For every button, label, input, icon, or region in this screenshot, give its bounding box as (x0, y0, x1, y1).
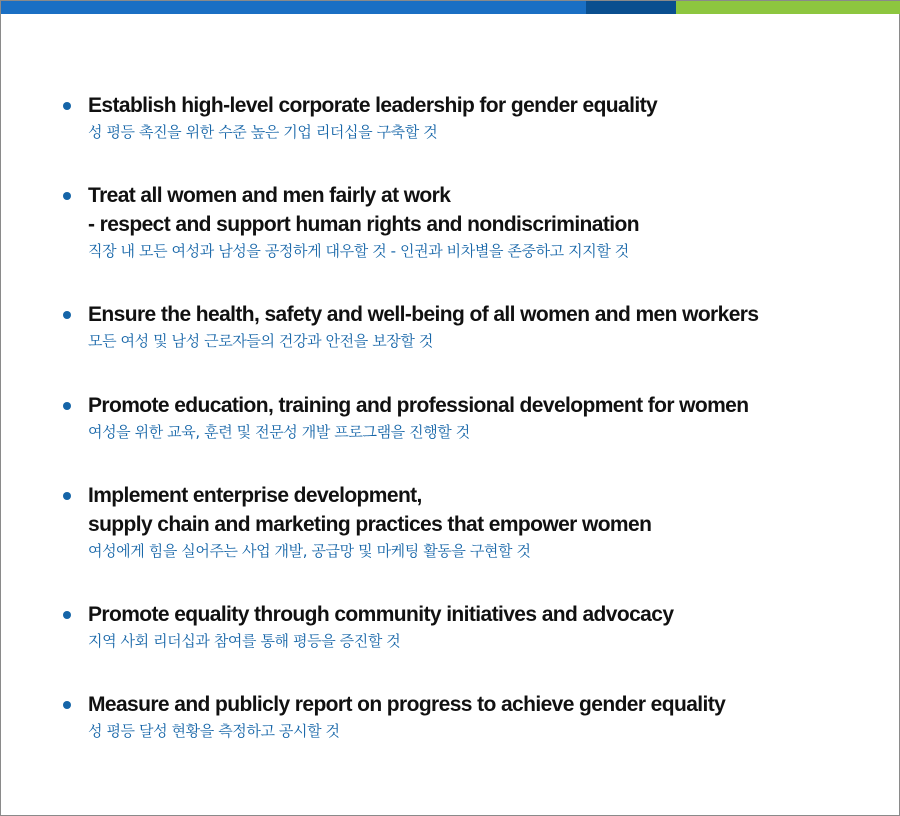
principle-title: Treat all women and men fairly at work (88, 184, 451, 207)
bullet-icon (63, 611, 71, 619)
bar-segment-blue (1, 1, 586, 14)
bar-segment-dark-blue (586, 1, 676, 14)
principle-item-2 (63, 181, 639, 262)
bar-segment-green (676, 1, 900, 14)
principle-item-4 (63, 391, 749, 443)
principle-title: Promote equality through community initiatives and advocacy (88, 603, 674, 626)
principle-translation: 지역 사회 리더십과 참여를 통해 평등을 증진할 것 (88, 632, 401, 650)
bullet-icon (63, 102, 71, 110)
principle-title-line-2: supply chain and marketing practices that empower women (88, 513, 652, 536)
principle-title: Measure and publicly report on progress to achieve gender equality (88, 693, 726, 716)
principle-item-6 (63, 600, 673, 652)
bullet-icon (63, 192, 71, 200)
principle-translation: 직장 내 모든 여성과 남성을 공정하게 대우할 것 - 인권과 비차별을 존중하고 지지할 것 (88, 242, 629, 260)
principle-translation: 여성에게 힘을 실어주는 사업 개발, 공급망 및 마케팅 활동을 구현할 것 (88, 542, 531, 560)
principle-item-5 (63, 481, 651, 562)
bullet-icon (63, 311, 71, 319)
principle-translation: 모든 여성 및 남성 근로자들의 건강과 안전을 보장할 것 (88, 332, 433, 350)
principle-item-1 (63, 91, 657, 143)
bullet-icon (63, 701, 71, 709)
principle-title: Ensure the health, safety and well-being of all women and men workers (88, 303, 759, 326)
principle-title: Implement enterprise development, (88, 484, 422, 507)
top-color-bar (1, 1, 900, 14)
principle-title: Promote education, training and professional development for women (88, 394, 749, 417)
bullet-icon (63, 492, 71, 500)
bullet-icon (63, 402, 71, 410)
principle-item-7 (63, 690, 725, 742)
principle-translation: 성 평등 촉진을 위한 수준 높은 기업 리더십을 구축할 것 (88, 123, 438, 141)
principle-translation: 성 평등 달성 현황을 측정하고 공시할 것 (88, 722, 340, 740)
principle-translation: 여성을 위한 교육, 훈련 및 전문성 개발 프로그램을 진행할 것 (88, 423, 470, 441)
principle-title-line-2: - respect and support human rights and nondiscrimination (88, 213, 639, 236)
principle-title: Establish high-level corporate leadership for gender equality (88, 94, 658, 117)
principle-item-3 (63, 300, 758, 352)
